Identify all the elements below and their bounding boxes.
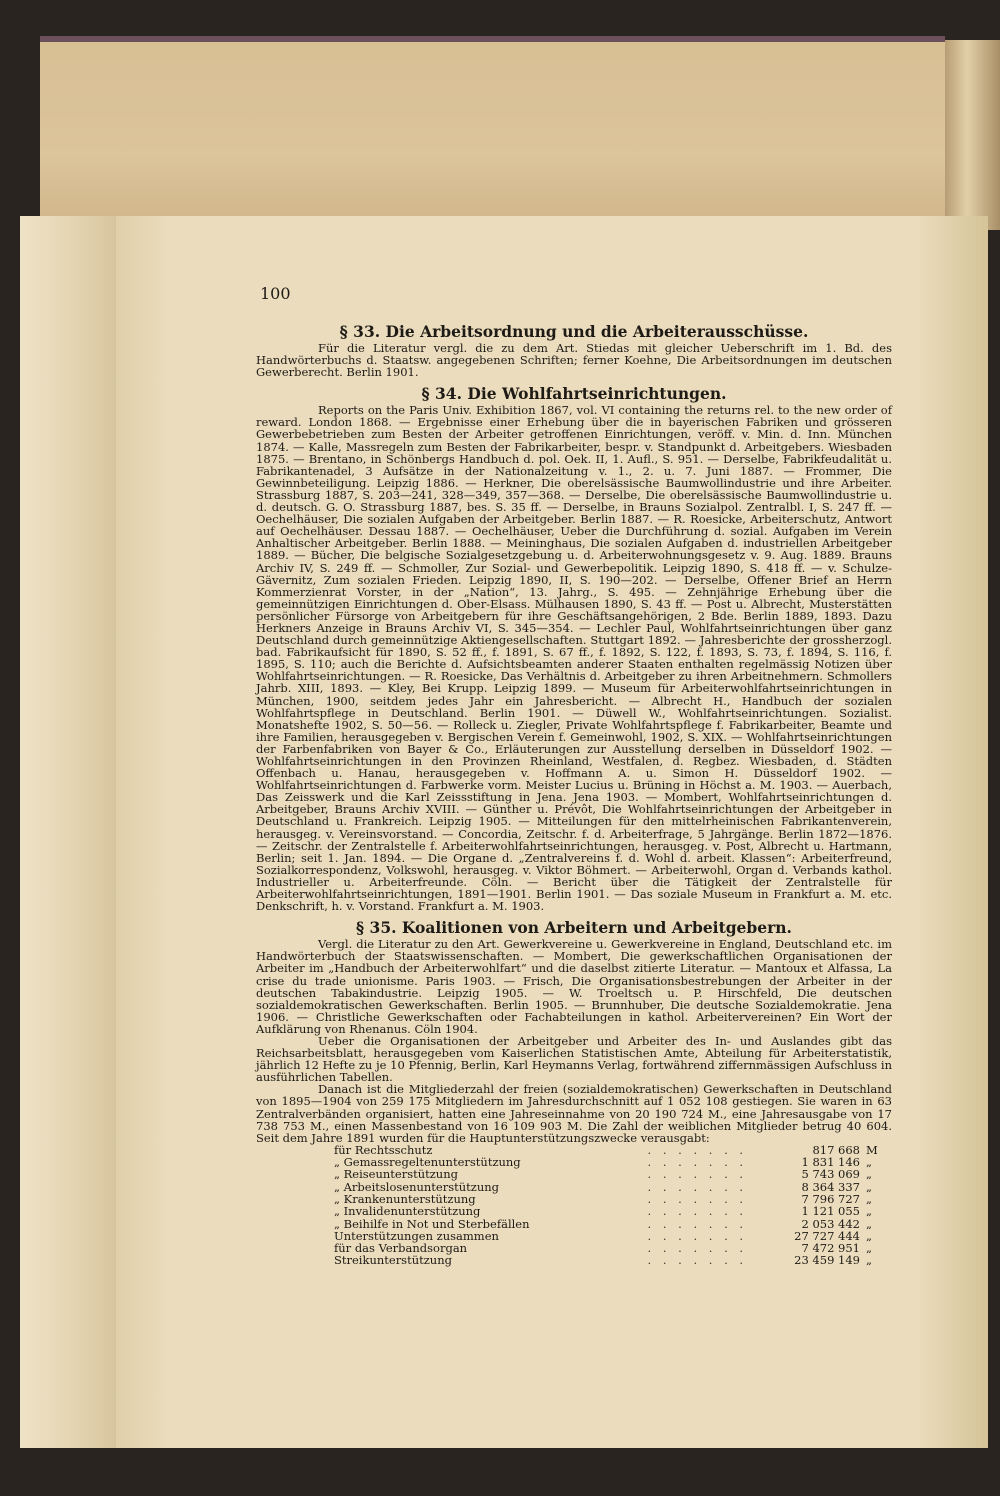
expenditure-label: „ Invalidenunterstützung [334,1204,481,1219]
expenditure-value: 27 727 444 [794,1228,860,1243]
expenditure-row [256,1254,892,1266]
section-35-paragraph-2: Ueber die Organisationen der Arbeitgeber und Arbeiter des In- und Auslandes gibt das Reichsarbeitsblatt, herausgegeben vom Kaiserlichen Statistischen Amte, Abteilung für Arbeiterstatistik, jährlich 12 Hefte zu je 10 Pfennig, Berlin, Karl Heymanns Verlag, fortwährend ziffernmässigen Aufschluss in ausführlichen Tabellen. [256,1033,892,1085]
book-cover-edge [40,36,945,232]
expenditure-label: „ Beihilfe in Not und Sterbefällen [334,1216,530,1231]
leader-dots: . . . . . . . [647,1242,748,1255]
expenditure-unit: „ [866,1179,872,1194]
page-content [256,322,892,1267]
section-33-paragraph: Für die Literatur vergl. die zu dem Art. Stiedas mit gleicher Ueberschrift im 1. Bd. des Handwörterbuchs d. Staatsw. angegebenen Schriften; ferner Koehne, Die Arbeitsordnungen im deutschen Gewerberecht. Berlin 1901. [256,341,892,380]
expenditure-value: 2 053 442 [801,1216,860,1231]
leader-dots: . . . . . . . [647,1205,748,1218]
expenditure-table [256,1144,892,1267]
expenditure-unit: „ [866,1216,872,1231]
expenditure-label: „ Arbeitslosenunterstützung [334,1179,500,1194]
expenditure-value: 1 121 055 [801,1204,860,1219]
expenditure-unit: „ [866,1241,872,1256]
expenditure-label: „ Krankenunterstützung [334,1192,476,1206]
section-34-paragraph: Reports on the Paris Univ. Exhibition 1867, vol. VI containing the returns rel. to the new order of reward. London 1868. — Ergebnisse einer Erhebung über die in bayerischen Fabriken und grösseren Gewerbebetrieben zum Besten der Arbeiter getroffenen Einrichtungen, veröff. v. Min. d. Inn. München 1874. — Kalle, Massregeln zum Besten der Fabrikarbeiter, bespr. v. Standpunkt d. Arbeitgebers. Wiesbaden 1875. — Brentano, in Schönbergs Handbuch d. pol. Oek. II, 1. Aufl., S. 951. — Derselbe, Fabrikfeudalität u. Fabrikantenadel, 3 Aufsätze in der Nationalzeitung v. 1., 2. u. 7. Juni 1887. — Frommer, Die Gewinnbeteiligung. Leipzig 1886. — Herkner, Die oberelsässische Baumwollindustrie und ihre Arbeiter. Strassburg 1887, S. 203—241, 328—349, 357—368. — Derselbe, Die oberelsässische Baumwollindustrie u. d. deutsch. G. O. Strassburg 1887, bes. S. 35 ff. — Derselbe, in Brauns Sozialpol. Zentralbl. I, S. 247 ff. — Oechelhäuser, Die sozialen Aufgaben der Arbeitgeber. Berlin 1887. — R. Roesicke, Arbeiterschutz, Antwort auf Oechelhäuser. Dessau 1887. — Oechelhäuser, Ueber die Durchführung d. sozial. Aufgaben im Verein Anhaltischer Arbeitgeber. Berlin 1888. — Meininghaus, Die sozialen Aufgaben d. industriellen Arbeitgeber 1889. — Bücher, Die belgische Sozialgesetzgebung u. d. Arbeiterwohnungsgesetz v. 9. Aug. 1889. Brauns Archiv IV, S. 249 ff. — Schmoller, Zur Sozial- und Gewerbepolitik. Leipzig 1890, S. 418 ff. — v. Schulze-Gävernitz, Zum sozialen Frieden. Leipzig 1890, II, S. 190—202. — Derselbe, Offener Brief an Herrn Kommerzienrat Vorster, in der „Nation“, 13. Jahrg., S. 495. — Zehnjährige Erhebung über die gemeinnützigen Einrichtungen d. Ober-Elsass. Mülhausen 1890, S. 43 ff. — Post u. Albrecht, Musterstätten persönlicher Fürsorge von Arbeitgebern für ihre Geschäftsangehörigen, 2 Bde. Berlin 1889, 1893. Dazu Herkners Anzeige in Brauns Archiv VI, S. 345—354. — Lechler Paul, Wohlfahrtseinrichtungen über ganz Deutschland durch gemeinnützige Aktiengesellschaften. Stuttgart 1892. — Jahresberichte der grossherzogl. bad. Fabrikaufsicht für 1890, S. 52 ff., f. 1891, S. 67 ff., f. 1892, S. 122, f. 1893, S. 73, f. 1894, S. 116, f. 1895, S. 110; auch die Berichte d. Aufsichtsbeamten anderer Staaten enthalten regelmässig Notizen über Wohlfahrtseinrichtungen. — R. Roesicke, Das Verhältnis d. Arbeitgeber zu ihren Arbeitnehmern. Schmollers Jahrb. XIII, 1893. — Kley, Bei Krupp. Leipzig 1899. — Museum für Arbeiterwohlfahrtseinrichtungen in München, 1900, seitdem jedes Jahr ein Jahresbericht. — Albrecht H., Handbuch der sozialen Wohlfahrtspflege in Deutschland. Berlin 1901. — Düwell W., Wohlfahrtseinrichtungen. Sozialist. Monatshefte 1902, S. 50—56. — Rolleck u. Ziegler, Private Wohlfahrtspflege f. Fabrikarbeiter, Beamte und ihre Familien, herausgegeben v. Bergischen Verein f. Gemeinwohl, 1902, S. XIX. — Wohlfahrtseinrichtungen der Farbenfabriken von Bayer & Co., Erläuterungen zur Ausstellung derselben in Düsseldorf 1902. — Wohlfahrtseinrichtungen in den Provinzen Rheinland, Westfalen, d. Regbez. Wiesbaden, d. Städten Offenbach u. Hanau, herausgegeben v. Hoffmann A. u. Simon H. Düsseldorf 1902. — Wohlfahrtseinrichtungen d. Farbwerke vorm. Meister Lucius u. Brüning in Höchst a. M. 1903. — Auerbach, Das Zeisswerk und die Karl Zeissstiftung in Jena. Jena 1903. — Mombert, Wohlfahrtseinrichtungen d. Arbeitgeber, Brauns Archiv XVIII. — Günther u. Prévôt, Die Wohlfahrtseinrichtungen der Arbeitgeber in Deutschland u. Frankreich. Leipzig 1905. — Mitteilungen für den mittelrheinischen Fabrikantenverein, herausgeg. v. Vereinsvorstand. — Concordia, Zeitschr. f. d. Arbeiterfrage, 5 Jahrgänge. Berlin 1872—1876. — Zeitschr. der Zentralstelle f. Arbeiterwohlfahrtseinrichtungen, herausgeg. v. Post, Albrecht u. Hartmann, Berlin; seit 1. Jan. 1894. — Die Organe d. „Zentralvereins f. d. Wohl d. arbeit. Klassen“: Arbeiterfreund, Sozialkorrespondenz, Volkswohl, herausgeg. v. Viktor Böhmert. — Arbeiterwohl, Organ d. Verbands kathol. Industrieller u. Arbeiterfreunde. Cöln. — Bericht über die Tätigkeit der Zentralstelle für Arbeiterwohlfahrtseinrichtungen, 1891—1901. Berlin 1901. — Das soziale Museum in Frankfurt a. M. etc. Denkschrift, h. v. Vorstand. Frankfurt a. M. 1903. [256,403,892,914]
expenditure-unit: „ [866,1228,872,1243]
expenditure-unit: „ [866,1155,872,1170]
expenditure-value: 8 364 337 [801,1179,860,1194]
leader-dots: . . . . . . . [647,1254,748,1267]
expenditure-value: 7 472 951 [801,1241,860,1256]
expenditure-value: 1 831 146 [801,1155,860,1170]
section-35-paragraph-1: Vergl. die Literatur zu den Art. Gewerkvereine u. Gewerkvereine in England, Deutschland etc. im Handwörterbuch der Staatswissenschaften. — Mombert, Die gewerkschaftlichen Organisationen der Arbeiter im „Handbuch der Arbeiterwohlfart“ und die daselbst zitierte Literatur. — Mantoux et Alfassa, La crise du trade unionisme. Paris 1903. — Frisch, Die Organisationsbestrebungen der Arbeiter in der deutschen Tabakindustrie. Leipzig 1905. — W. Troeltsch u. P. Hirschfeld, Die deutschen sozialdemokratischen Gewerkschaften. Berlin 1905. — Brunnhuber, Die deutsche Sozialdemokratie. Jena 1906. — Christliche Gewerkschaften oder Fachabteilungen in kathol. Arbeitervereinen? Ein Wort der Aufklärung von Rhenanus. Cöln 1904. [256,937,892,1036]
book-cover-corner [945,40,1000,230]
expenditure-unit: „ [866,1192,872,1206]
expenditure-row [256,1168,892,1180]
expenditure-label: Unterstützungen zusammen [334,1228,499,1243]
expenditure-value: 5 743 069 [801,1167,860,1182]
expenditure-label: für Rechtsschutz [334,1142,433,1157]
section-35-heading: § 35. Koalitionen von Arbeitern und Arbeitgebern. [356,918,792,938]
leader-dots: . . . . . . . [647,1217,748,1230]
leader-dots: . . . . . . . [647,1143,748,1157]
section-34-heading: § 34. Die Wohlfahrtseinrichtungen. [421,384,727,404]
page-number: 100 [260,284,291,303]
expenditure-unit: „ [866,1167,872,1182]
section-35-paragraph-3: Danach ist die Mitgliederzahl der freien (sozialdemokratischen) Gewerkschaften in Deutschland von 1895—1904 von 259 175 Mitgliedern im Jahresdurchschnitt auf 1 052 108 gestiegen. Sie waren in 63 Zentralverbänden organisiert, hatten eine Jahreseinnahme von 20 190 724 M., eine Jahresausgabe von 17 738 753 M., einen Massenbestand von 16 109 903 M. Die Zahl der weiblichen Mitglieder betrug 40 604. Seit dem Jahre 1891 wurden für die Hauptunterstützungszwecke verausgabt: [256,1082,892,1145]
leader-dots: . . . . . . . [647,1156,748,1169]
leader-dots: . . . . . . . [647,1180,748,1193]
leader-dots: . . . . . . . [647,1229,748,1243]
expenditure-unit: „ [866,1253,872,1268]
expenditure-value: 23 459 149 [794,1253,860,1268]
expenditure-unit: „ [866,1204,872,1219]
leader-dots: . . . . . . . [647,1193,748,1206]
leader-dots: . . . . . . . [647,1168,748,1181]
expenditure-unit: M [866,1142,878,1157]
expenditure-label: „ Gemassregeltenunterstützung [334,1155,521,1170]
expenditure-label: Streikunterstützung [334,1253,452,1268]
expenditure-value: 7 796 727 [801,1192,860,1206]
expenditure-row [256,1205,892,1217]
expenditure-label: „ Reiseunterstützung [334,1167,458,1182]
page-gutter [20,216,116,1448]
expenditure-label: für das Verbandsorgan [334,1241,468,1256]
expenditure-value: 817 668 [812,1142,860,1157]
section-33-heading: § 33. Die Arbeitsordnung und die Arbeiterausschüsse. [339,322,809,341]
